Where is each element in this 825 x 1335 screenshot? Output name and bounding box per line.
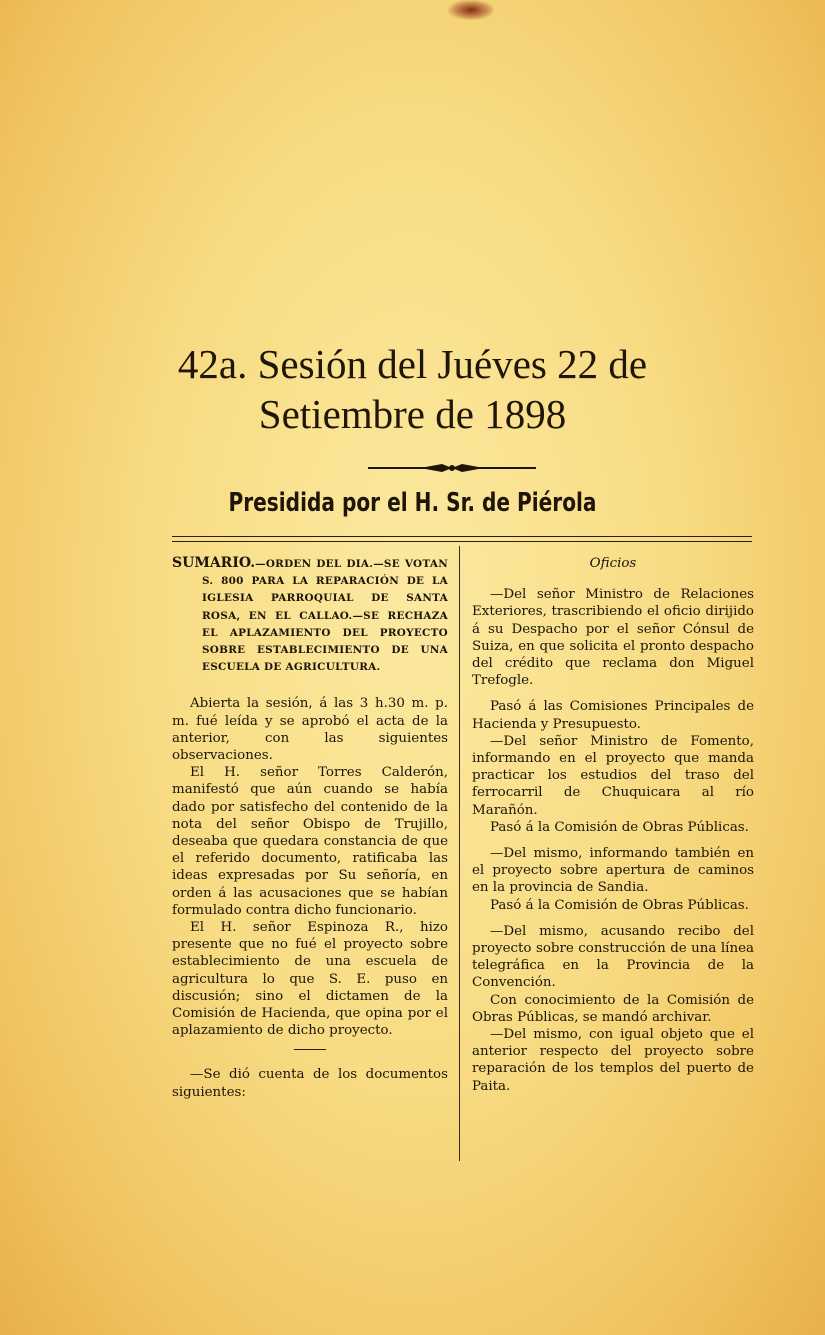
ink-stain xyxy=(448,0,494,20)
oficio-caminos: —Del mismo, informando también en el proyecto sobre apertura de caminos en la provincia de Sandia. xyxy=(472,846,754,896)
sumario-head: SUMARIO. xyxy=(172,555,256,571)
left-column xyxy=(172,555,448,1101)
paragraph-opening: Abierta la sesión, á las 3 h.30 m. p. m. fué leída y se aprobó el acta de la anterior, con las siguientes observaciones. xyxy=(172,696,448,764)
oficio-archivar: Con conocimiento de la Comisión de Obras Públicas, se mandó archivar. xyxy=(472,992,754,1025)
double-rule-bottom xyxy=(172,541,752,542)
ornament-divider xyxy=(368,462,536,474)
oficio-referral-2: Pasó á la Comisión de Obras Públicas. xyxy=(490,819,749,835)
paragraph-documents: —Se dió cuenta de los documentos siguientes: xyxy=(172,1067,448,1100)
sumario-block xyxy=(172,555,448,675)
double-rule-top xyxy=(172,536,752,537)
oficio-referral-3: Pasó á la Comisión de Obras Públicas. xyxy=(490,897,749,913)
oficio-telegrafo: —Del mismo, acusando recibo del proyecto sobre construcción de una línea telegráfica en la Provincia de la Convención. xyxy=(472,923,754,991)
oficio-fomento: —Del señor Ministro de Fomento, informando en el proyecto que manda practicar los estudios del traso del ferrocarril de Chuquicara al río Marañón. xyxy=(472,733,754,818)
presided-by-heading: Presidida por el H. Sr. de Piérola xyxy=(228,488,597,518)
oficio-relaciones: —Del señor Ministro de Relaciones Exteriores, trascribiendo el oficio dirijido á su Despacho por el señor Cónsul de Suiza, en que solicita el pronto despacho del crédito que reclama don Miguel Trefogle. xyxy=(472,587,754,689)
right-column xyxy=(472,555,754,1095)
session-title-line-2: Setiembre de 1898 xyxy=(258,391,567,437)
paragraph-torres-calderon: El H. señor Torres Calderón, manifestó que aún cuando se había dado por satisfecho del contenido de la nota del señor Obispo de Trujillo, deseaba que quedara constancia de que el referido documento, ratificaba las ideas expresadas por Su señoría, en orden á las acusaciones que se habían formulado contra dicho funcionario. xyxy=(172,765,448,918)
short-divider xyxy=(294,1049,326,1050)
sumario-body: —ORDEN DEL DIA.—SE VOTAN S. 800 PARA LA REPARACIÓN DE LA IGLESIA PARROQUIAL DE SANTA ROSA, EN EL CALLAO.—SE RECHAZA EL APLAZAMIENTO DEL PROYECTO SOBRE ESTABLECIMIENTO DE UNA ESCUELA DE AGRICULTURA. xyxy=(202,558,448,674)
oficios-heading: Oficios xyxy=(589,556,637,571)
oficio-templos: —Del mismo, con igual objeto que el anterior respecto del proyecto sobre reparación de los templos del puerto de Paita. xyxy=(472,1027,754,1094)
session-title-line-1: 42a. Sesión del Juéves 22 de xyxy=(177,341,648,387)
oficio-referral-1: Pasó á las Comisiones Principales de Hacienda y Presupuesto. xyxy=(472,699,754,732)
column-divider xyxy=(459,546,460,1161)
paragraph-espinoza: El H. señor Espinoza R., hizo presente que no fué el proyecto sobre establecimiento de una escuela de agricultura lo que S. E. puso en discusión; sino el dictamen de la Comisión de Hacienda, que opina por el aplazamiento de dicho proyecto. xyxy=(172,920,448,1039)
